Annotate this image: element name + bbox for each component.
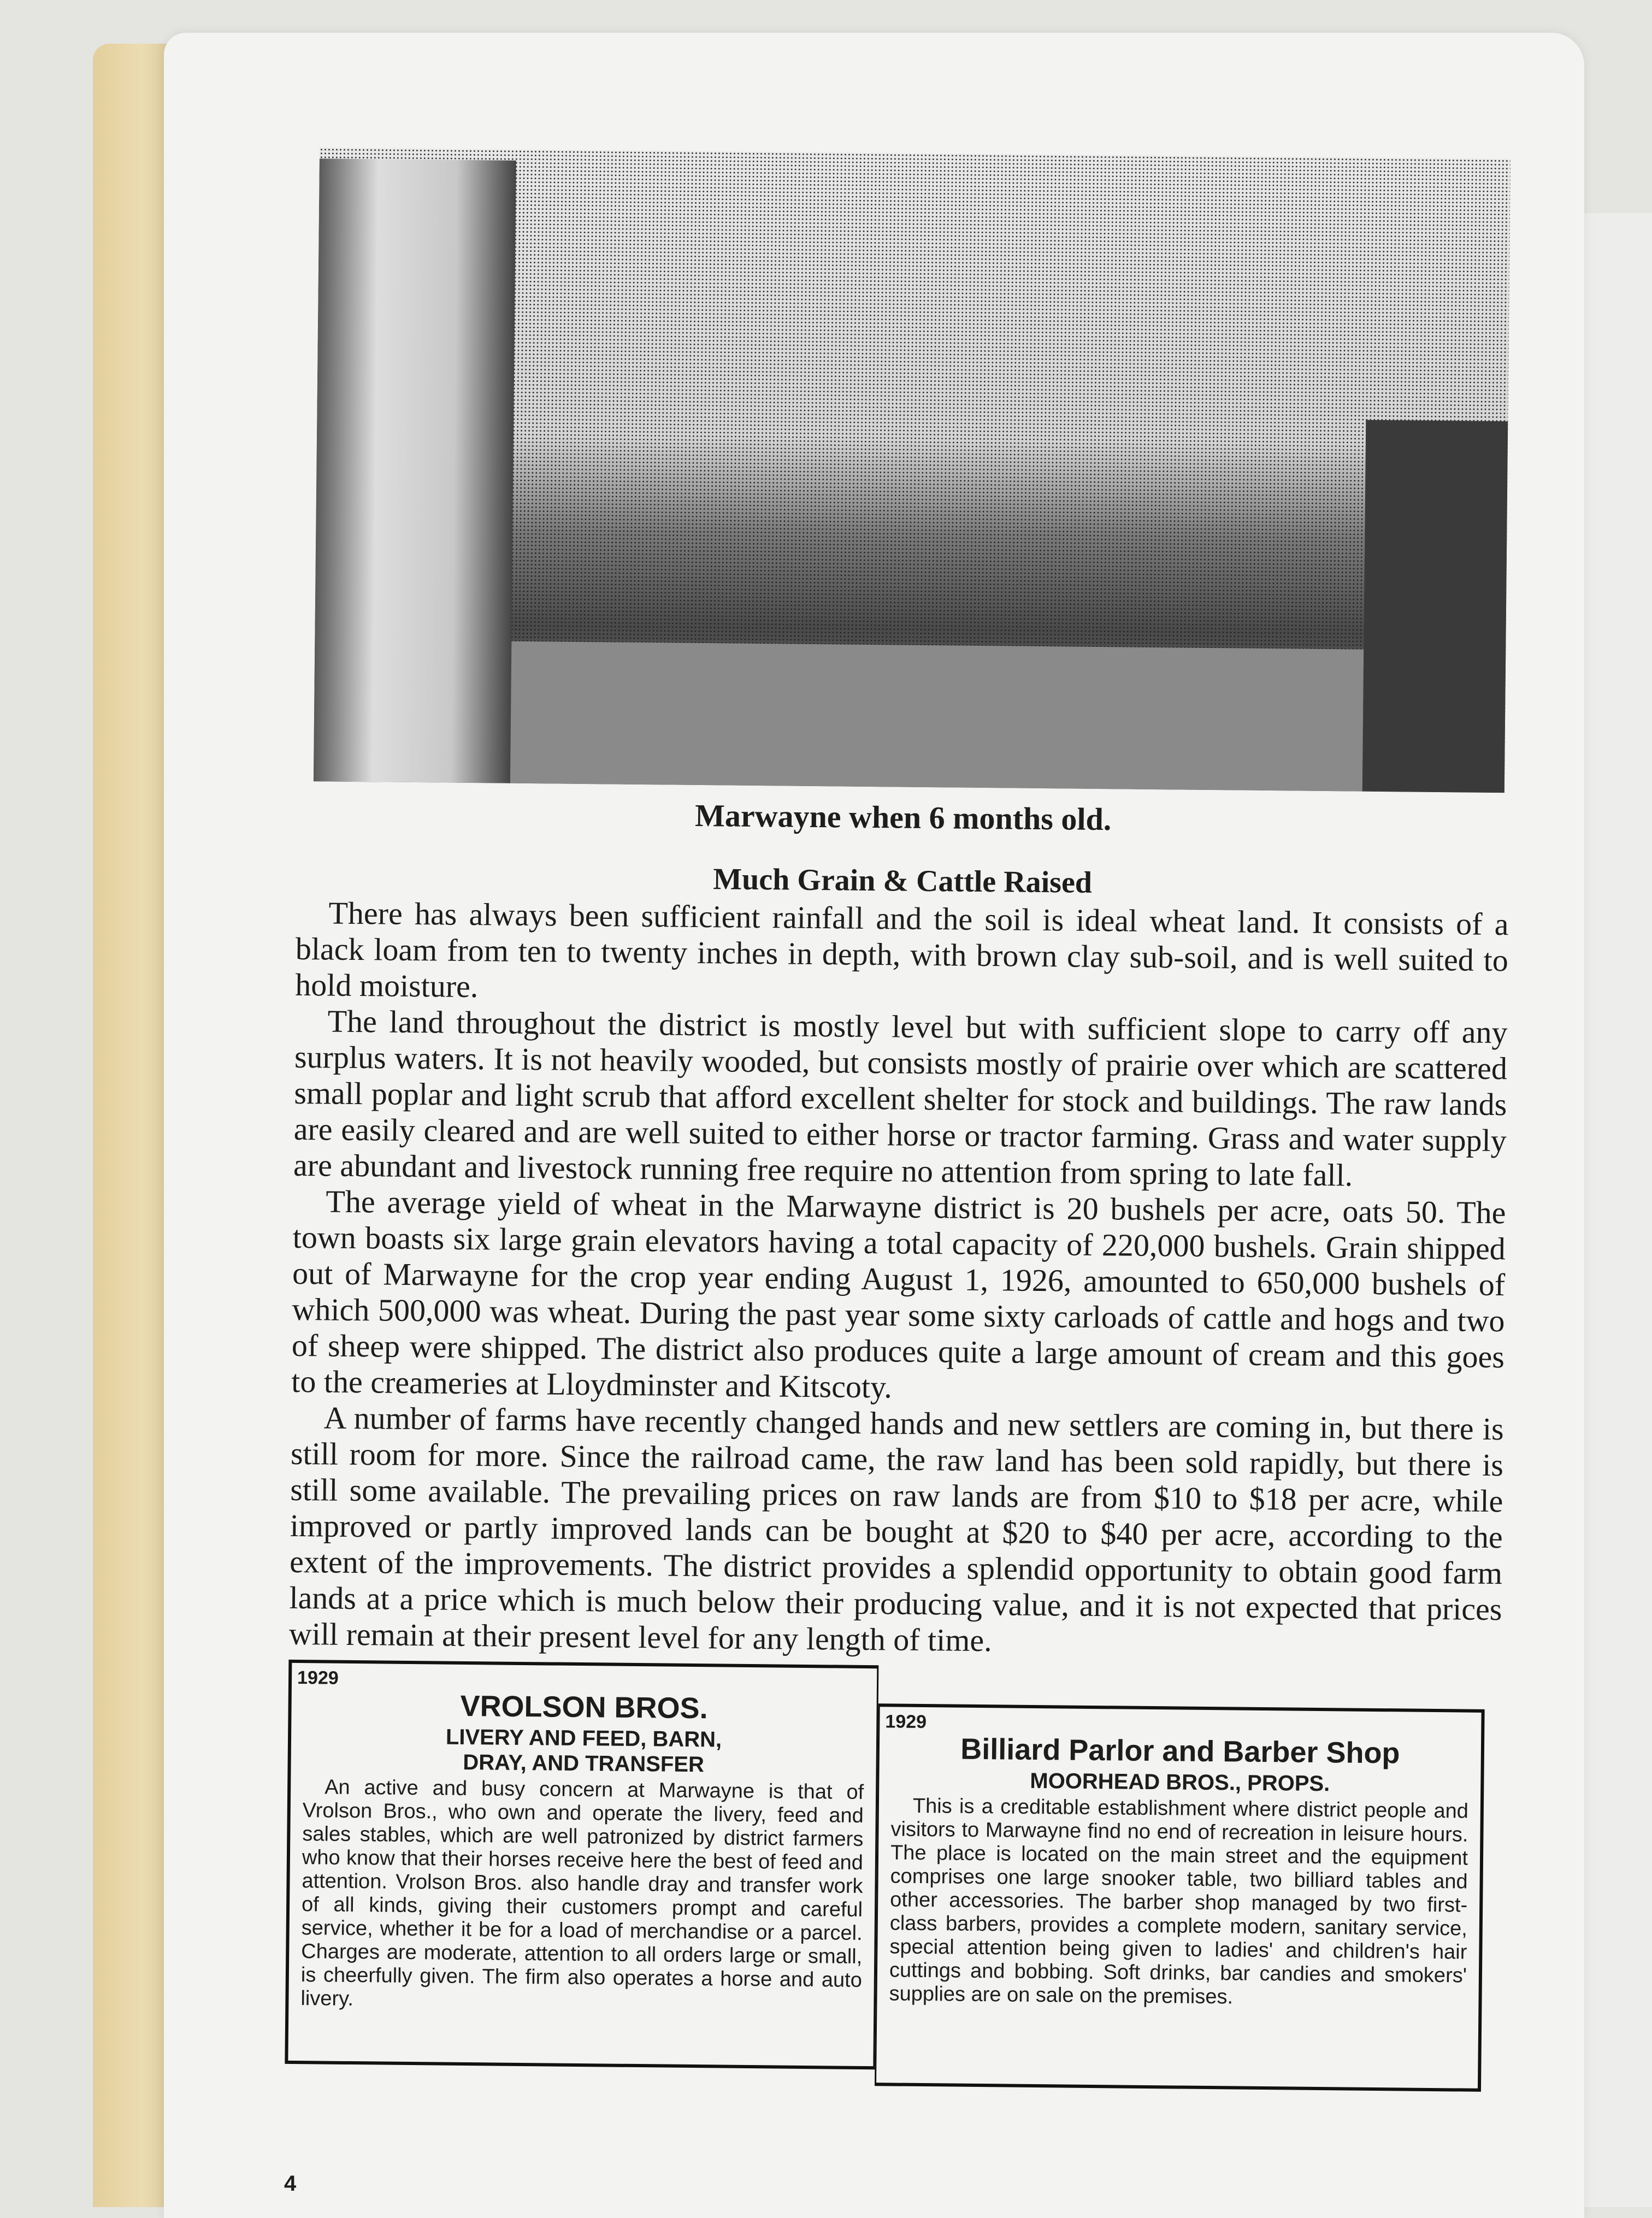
ad-billiard-parlor [875, 1703, 1485, 2092]
article-body [289, 895, 1509, 1664]
photo-building-left [314, 158, 516, 783]
street-photo [314, 148, 1511, 793]
page-content [285, 148, 1516, 2092]
article-paragraph: The average yield of wheat in the Marwayne district is 20 bushels per acre, oats 50. The town boasts six large grain elevators having a total capacity of 220,000 bushels. Grain shipped out of Marwayne for the crop year ending August 1, 1926, amounted to 650,000 bushels of which 500,000 was wheat. During the past year some sixty carloads of cattle and hogs and two of sheep were shipped. The district also produces quite a large amount of cream and this goes to the creameries at Lloydminster and Kitscoty. [291, 1183, 1506, 1405]
ad-subtitle: LIVERY AND FEED, BARN, [445, 1725, 722, 1752]
ad-subtitle: DRAY, AND TRANSFER [463, 1750, 705, 1777]
ad-year: 1929 [297, 1667, 339, 1689]
ad-title: VROLSON BROS. [460, 1689, 708, 1725]
photo-caption: Marwayne when 6 months old. [694, 797, 1112, 837]
page-number: 4 [284, 2172, 297, 2196]
article-heading: Much Grain & Cattle Raised [713, 862, 1093, 900]
article-paragraph: The land throughout the district is mostly level but with sufficient slope to carry off any surplus waters. It is not heavily wooded, but consists mostly of prairie over which are scattered small poplar and light scrub that afford excellent shelter for stock and buildings. The raw lands are easily cleared and are well suited to either horse or tractor farming. Grass and water supply are abundant and livestock running free require no attention from spring to late fall. [293, 1003, 1508, 1193]
photo-building-right [1362, 420, 1508, 793]
ad-year: 1929 [885, 1711, 927, 1733]
ad-body: This is a creditable establishment where district people and visitors to Marwayne find no end of recreation in leisure hours. The place is located on the main street and the equipment comprises one large snooker table, two billiard tables and other accessories. The barber shop managed by two first-class barbers, provides a complete modern, sanitary service, special attention being given to ladies' and children's hair cuttings and bobbing. Soft drinks, bar candies and smokers' supplies are on sale on the premises. [889, 1794, 1469, 2009]
article-paragraph: There has always been sufficient rainfall and the soil is ideal wheat land. It consists of a black loam from ten to twenty inches in depth, with brown clay sub-soil, and is well suited to hold moisture. [294, 895, 1509, 1005]
advertisements [285, 1660, 1501, 2092]
book-edge [93, 44, 175, 2207]
ad-title: Billiard Parlor and Barber Shop [960, 1732, 1400, 1770]
ad-vrolson-bros [285, 1660, 878, 2069]
ad-subtitle: MOORHEAD BROS., PROPS. [1030, 1768, 1330, 1796]
photo-street [510, 641, 1364, 792]
next-page-edge [1579, 213, 1652, 2207]
article-paragraph: A number of farms have recently changed hands and new settlers are coming in, but there is still room for more. Since the railroad came, the raw land has been sold rapidly, but there is still some available. The prevailing prices on raw lands are from $10 to $18 per acre, while improved or partly improved lands can be bought at $20 to $40 per acre, according to the extent of the improvements. The district provides a splendid opportunity to obtain good farm lands at a price which is much below their producing value, and it is not expected that prices will remain at their present level for any length of time. [288, 1400, 1504, 1659]
ad-body: An active and busy concern at Marwayne is that of Vrolson Bros., who own and operate the livery, feed and sales stables, which are well patronized by district farmers who know that their horses receive here the best of feed and attention. Vrolson Bros. also handle dray and transfer work of all kinds, giving their customers prompt and careful service, whether it be for a load of merchandise or a parcel. Charges are moderate, attention to all orders large or small, is cheerfully given. The firm also operates a horse and auto livery. [300, 1775, 864, 2011]
